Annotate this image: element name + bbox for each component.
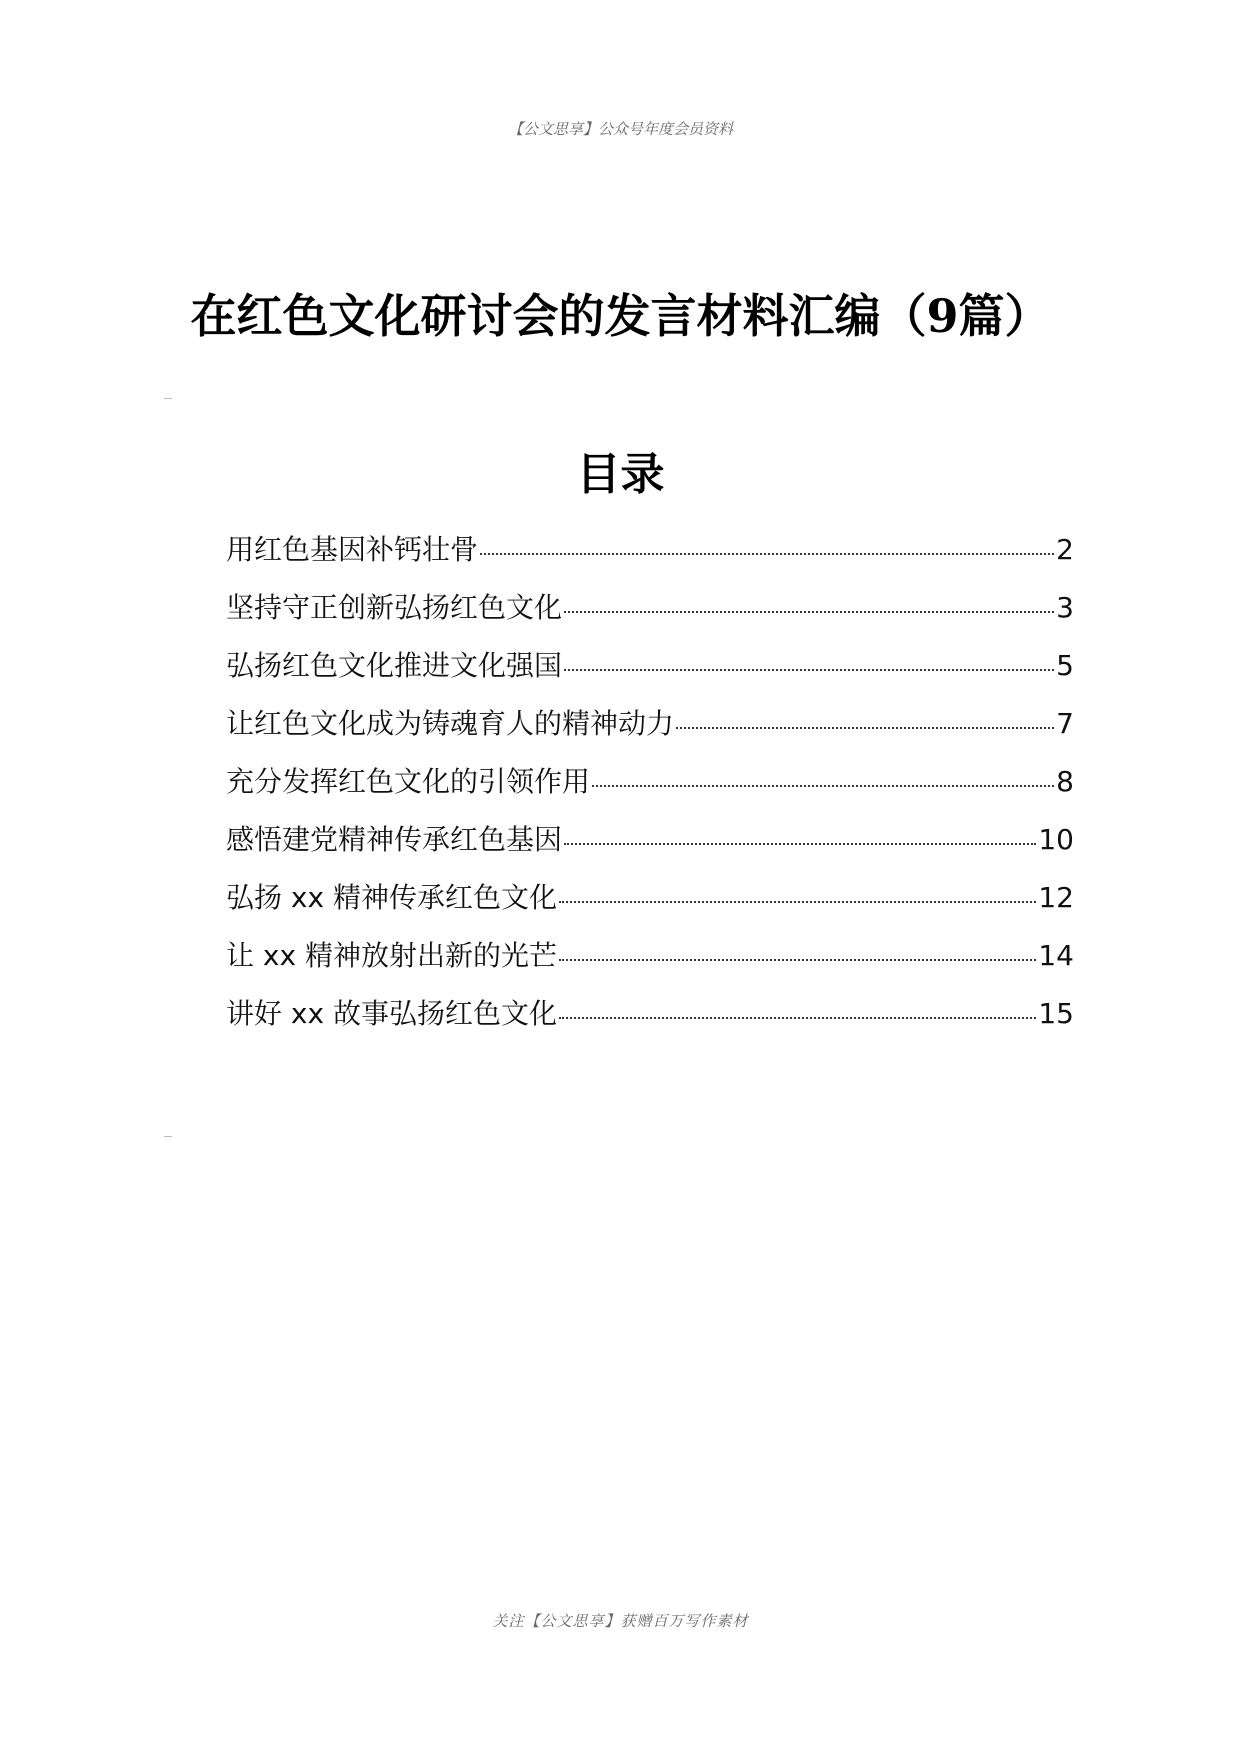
toc-entry-9[interactable] <box>226 992 1074 1050</box>
margin-mark-bottom <box>164 1136 172 1137</box>
toc-entry-title: 讲好 xx 故事弘扬红色文化 <box>226 997 557 1030</box>
toc-entry-title: 让红色文化成为铸魂育人的精神动力 <box>226 707 675 740</box>
toc-entry-title: 充分发挥红色文化的引领作用 <box>226 765 591 798</box>
table-of-contents <box>226 528 1074 1050</box>
toc-entry-page: 14 <box>1038 939 1074 972</box>
toc-entry-2[interactable] <box>226 586 1074 644</box>
toc-entry-page: 2 <box>1056 533 1074 566</box>
toc-entry-title: 用红色基因补钙壮骨 <box>226 533 479 566</box>
toc-entry-1[interactable] <box>226 528 1074 586</box>
toc-entry-5[interactable] <box>226 760 1074 818</box>
toc-dot-leader <box>559 901 1036 903</box>
toc-entry-6[interactable] <box>226 818 1074 876</box>
toc-entry-title: 弘扬红色文化推进文化强国 <box>226 649 563 682</box>
margin-mark-top <box>164 398 172 399</box>
toc-dot-leader <box>564 669 1054 671</box>
toc-dot-leader <box>480 553 1054 555</box>
toc-entry-7[interactable] <box>226 876 1074 934</box>
toc-entry-title: 坚持守正创新弘扬红色文化 <box>226 591 563 624</box>
toc-dot-leader <box>559 959 1036 961</box>
document-title: 在红色文化研讨会的发言材料汇编（9篇） <box>190 289 1051 343</box>
toc-entry-page: 5 <box>1056 649 1074 682</box>
toc-entry-page: 10 <box>1038 823 1074 856</box>
toc-entry-title: 让 xx 精神放射出新的光芒 <box>226 939 557 972</box>
footer-promo-note: 关注【公文思享】获赠百万写作素材 <box>492 1612 749 1630</box>
toc-entry-page: 12 <box>1038 881 1074 914</box>
toc-dot-leader <box>592 785 1054 787</box>
toc-dot-leader <box>559 1017 1036 1019</box>
toc-entry-title: 感悟建党精神传承红色基因 <box>226 823 563 856</box>
toc-dot-leader <box>676 727 1054 729</box>
toc-dot-leader <box>564 611 1054 613</box>
toc-entry-title: 弘扬 xx 精神传承红色文化 <box>226 881 557 914</box>
toc-entry-8[interactable] <box>226 934 1074 992</box>
toc-entry-page: 3 <box>1056 591 1074 624</box>
toc-dot-leader <box>564 843 1036 845</box>
toc-entry-3[interactable] <box>226 644 1074 702</box>
toc-entry-page: 15 <box>1038 997 1074 1030</box>
toc-entry-4[interactable] <box>226 702 1074 760</box>
toc-entry-page: 8 <box>1056 765 1074 798</box>
toc-heading: 目录 <box>576 449 665 500</box>
header-watermark-note: 【公文思享】公众号年度会员资料 <box>507 120 733 138</box>
toc-entry-page: 7 <box>1056 707 1074 740</box>
